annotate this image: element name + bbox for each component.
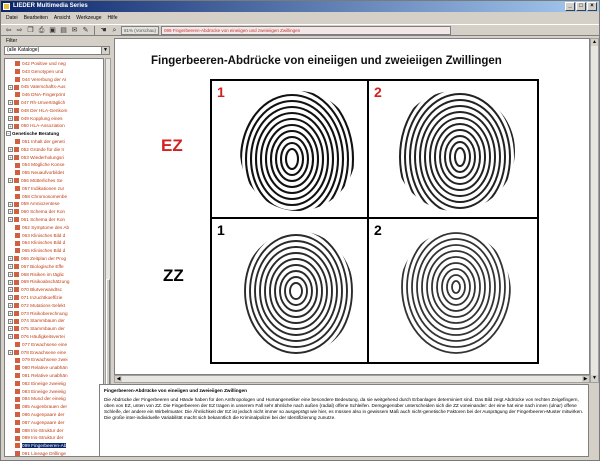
image-icon[interactable]: ▣ — [49, 26, 56, 34]
tree-item-label: 099 Fingerbeeren-Ab — [22, 443, 67, 449]
scroll-right-icon[interactable]: ▶ — [583, 376, 588, 382]
expand-icon[interactable]: + — [9, 209, 12, 215]
fingerprint-grid — [210, 79, 539, 364]
tree-item[interactable] — [5, 138, 104, 146]
page-icon — [15, 443, 20, 448]
page-icon — [15, 397, 20, 402]
page-icon — [14, 256, 19, 261]
tree-item-label: 066 Zeitplan der Prog — [21, 256, 67, 261]
page-icon — [15, 69, 20, 74]
page-icon — [15, 61, 20, 66]
grid-divider-horizontal — [212, 217, 537, 219]
tree-item[interactable] — [5, 278, 104, 286]
tree-item-label: 054 Mögliche Konse — [22, 162, 65, 168]
scroll-left-icon[interactable]: ◀ — [116, 376, 121, 382]
tree-item[interactable] — [5, 395, 104, 403]
tree-item[interactable] — [5, 349, 104, 357]
page-icon — [15, 365, 20, 370]
menu-bar — [1, 13, 599, 23]
title-bar — [1, 1, 599, 12]
page-icon — [14, 311, 19, 316]
tree-item-label: 072 Mutations-Selekt — [21, 302, 66, 308]
tree-item-label: 087 Augenpaare der — [22, 419, 65, 425]
print-icon[interactable]: ⎙ — [38, 26, 45, 34]
page-icon — [14, 124, 19, 129]
row-label-zz: ZZ — [163, 266, 184, 285]
page-icon — [14, 178, 19, 183]
tree-item[interactable] — [5, 271, 104, 279]
fingerprint-ez-2 — [390, 87, 520, 212]
tree-item[interactable] — [5, 372, 104, 380]
page-icon — [15, 170, 20, 175]
page-icon — [14, 100, 19, 105]
minimize-button[interactable]: _ — [565, 2, 575, 11]
tree-item[interactable] — [5, 294, 104, 302]
tree-item[interactable] — [5, 224, 104, 232]
tree-item[interactable] — [5, 115, 104, 123]
expand-icon[interactable]: + — [9, 123, 12, 129]
fingerprint-zz-1 — [236, 225, 360, 357]
tree-item[interactable] — [5, 341, 104, 349]
tree-item-label: 076 Häufigkeitsvertei — [21, 334, 65, 339]
tree-item[interactable] — [5, 364, 104, 372]
tree-item[interactable] — [5, 302, 104, 310]
tree-item-label: 055 Neuaufvorbildet — [22, 170, 64, 176]
tree-item[interactable] — [5, 200, 104, 208]
expand-icon[interactable]: + — [9, 295, 12, 301]
tree-item[interactable] — [5, 60, 104, 68]
tree-item[interactable] — [5, 442, 104, 450]
expand-icon[interactable]: + — [9, 256, 12, 262]
menu-ansicht[interactable]: Ansicht — [53, 15, 71, 21]
expand-icon[interactable]: + — [9, 334, 12, 340]
expand-icon[interactable]: + — [9, 318, 12, 324]
tree-item[interactable] — [5, 83, 104, 91]
page-icon — [14, 272, 19, 277]
page-icon — [14, 319, 19, 324]
expand-icon[interactable]: + — [9, 217, 12, 223]
page-icon — [15, 163, 20, 168]
menu-datei[interactable]: Datei — [6, 15, 18, 21]
menu-werkzeuge[interactable]: Werkzeuge — [76, 15, 102, 21]
tree-item-label: 057 Indikationen zur — [22, 185, 65, 191]
page-icon — [14, 350, 19, 355]
tree-item[interactable] — [5, 419, 104, 427]
page-icon — [14, 155, 19, 160]
tree-item-label: 063 Klinisches Bild d — [22, 232, 66, 238]
scroll-down-icon[interactable]: ▼ — [592, 375, 597, 381]
navigation-pane — [4, 38, 112, 457]
tree-item-label: 088 Iris-Struktur der — [22, 427, 64, 433]
menu-bearbeiten[interactable]: Bearbeiten — [23, 15, 48, 21]
tree-item[interactable] — [5, 388, 104, 396]
tree-item[interactable] — [5, 310, 104, 318]
tree-item-label: 047 Rh-Unverträglich — [21, 100, 66, 105]
page-icon — [14, 264, 19, 269]
cell-number-ez-1: 1 — [217, 84, 225, 100]
tree-folder[interactable] — [5, 130, 104, 138]
app-icon — [3, 3, 10, 10]
page-icon — [15, 194, 20, 199]
page-icon — [15, 381, 20, 386]
page-icon — [15, 139, 20, 144]
page-icon — [14, 326, 19, 331]
page-icon — [15, 241, 20, 246]
expand-icon[interactable]: + — [9, 84, 12, 90]
tree-item[interactable] — [5, 317, 104, 325]
tree-item[interactable] — [5, 177, 104, 185]
tree-item[interactable] — [5, 122, 104, 130]
tree-item-label: 059 Amniozentese — [21, 201, 60, 207]
caption-body: Die Abdrücke der Fingerbeeren und Hände haben für den Anthropologen und Humangenetiker eine besondere Bedeutung, da sie weitgehend durch Erbanlagen determiniert sind. Das Bild zeigt Abdrücke von rechten Zeigefingern, oben von EZ, unten von ZZ. Die Fingerbeeren der EZ tragen in unserem Fall sehr ähnliche nach außen (radial) offene Schleifen. Demgegenüber unterscheiden sich die ZZ voneinander: der eine hat eine nach innen (ulnar) offene Schleife, der andere ein Wirbelmuster. Die Ähnlichkeit der EZ ist jedoch nicht immer so ausgeprägt wie hier, es müssen also in gewissem Maß auch nicht-genetische Faktoren bei der Ausprägung der Fingerbeeren-Muster mitwirken. Die große inter-individuelle Variabilität macht sich bekanntlich die Kriminalpolizei bei der Identifizierung zunutze. — [104, 397, 584, 421]
window-title: LIEDER Multimedia Series — [13, 3, 88, 9]
tree-item-label: 073 Risikoberechnung — [21, 310, 68, 316]
tree-item[interactable] — [5, 434, 104, 442]
expand-icon[interactable]: + — [9, 201, 12, 207]
tree-item-label: 064 Klinisches Bild d — [22, 240, 66, 246]
expand-icon[interactable]: + — [9, 100, 12, 106]
tree-item-label: 086 Augenpaare der — [22, 412, 65, 417]
tree-item-label: 067 Biologische Effe — [21, 263, 64, 269]
tree-item-label: 053 Wiederholungsri — [21, 154, 64, 160]
page-icon — [14, 147, 19, 152]
page-icon — [15, 373, 20, 378]
tree-item-label: 044 Vererbung der AI — [22, 76, 67, 82]
menu-hilfe[interactable]: Hilfe — [107, 15, 118, 21]
back-icon[interactable]: ⇦ — [5, 26, 12, 34]
page-icon — [14, 209, 19, 214]
tree-item-label: 062 Symptome des Ab — [22, 224, 70, 230]
cell-number-zz-1: 1 — [217, 222, 225, 238]
page-icon — [15, 248, 20, 253]
page-icon — [14, 85, 19, 90]
tree-item-label: 050 HLA-Assoziation — [21, 123, 65, 129]
page-icon — [15, 412, 20, 417]
tree-item-label: 069 Risikoabschätzung — [21, 279, 70, 285]
page-icon — [15, 436, 20, 441]
tree-item[interactable] — [5, 216, 104, 224]
tree-item-label: Genetische Beratung — [12, 131, 60, 137]
tree-item-label: 079 Erwachsene zwei — [22, 357, 68, 363]
tree-item[interactable] — [5, 193, 104, 201]
tree-item-label: 078 Erwachsene eine — [21, 349, 67, 355]
cell-number-ez-2: 2 — [374, 84, 382, 100]
tree-item[interactable] — [5, 411, 104, 419]
tree-item[interactable] — [5, 232, 104, 240]
close-button[interactable]: × — [587, 2, 597, 11]
page-icon — [15, 225, 20, 230]
filter-value: (alle Kataloge) — [7, 47, 40, 53]
page-icon — [15, 420, 20, 425]
tree-item[interactable] — [5, 356, 104, 364]
page-icon — [14, 280, 19, 285]
zoom-icon[interactable]: ⌕ — [112, 26, 117, 34]
caption-panel — [99, 384, 589, 457]
expand-icon[interactable]: + — [9, 108, 12, 114]
tree-item[interactable] — [5, 169, 104, 177]
page-icon — [15, 77, 20, 82]
tree-item-label: 083 Eineiige zweieiig — [22, 388, 66, 394]
page-icon — [14, 334, 19, 339]
tree-item-label: 077 Erwachsene eine — [22, 341, 68, 347]
expand-icon[interactable]: + — [9, 349, 12, 355]
tree-item-label: 060 Schema der Kon — [21, 209, 66, 215]
tree-item[interactable] — [5, 107, 104, 115]
tree-item[interactable] — [5, 450, 104, 457]
collapse-icon[interactable]: − — [7, 131, 10, 137]
page-icon — [14, 202, 19, 207]
expand-icon[interactable]: + — [9, 264, 12, 270]
tree-item-label: 074 Stammbaum der — [21, 318, 65, 324]
tree-item[interactable] — [5, 239, 104, 247]
expand-icon[interactable]: + — [9, 287, 12, 293]
image-viewer — [114, 38, 590, 375]
tree-item[interactable] — [5, 99, 104, 107]
tree-item[interactable] — [5, 255, 104, 263]
tree-item-label: 056 Mütterliches Se — [21, 178, 63, 183]
tree-item[interactable] — [5, 263, 104, 271]
expand-icon[interactable]: + — [9, 279, 12, 285]
forward-icon[interactable]: ⇨ — [16, 26, 23, 34]
tree-item-label: 052 Gründe für die Ir — [21, 146, 65, 152]
expand-icon[interactable]: + — [9, 326, 12, 332]
grid-divider-vertical — [367, 81, 369, 362]
page-icon — [15, 92, 20, 97]
tree-item-label: 048 Der HLA-Genkom — [21, 107, 68, 113]
expand-icon[interactable]: + — [9, 271, 12, 277]
tree-item-label: 075 Stammbaum der — [21, 326, 65, 332]
tree-item[interactable] — [5, 286, 104, 294]
hand-icon[interactable]: ☚ — [100, 26, 107, 34]
expand-icon[interactable]: + — [9, 303, 12, 309]
tree-item-label: 082 Eineiige zweieiig — [22, 380, 66, 386]
page-icon — [15, 186, 20, 191]
scroll-up-icon[interactable]: ▲ — [592, 39, 597, 45]
filter-label: Filter — [6, 38, 18, 44]
tree-item[interactable] — [5, 76, 104, 84]
cell-number-zz-2: 2 — [374, 222, 382, 238]
zoom-field[interactable]: 81% (Vorschau) — [121, 26, 159, 35]
book-icon[interactable]: ▤ — [60, 26, 67, 34]
current-page-field: 099 Fingerbeeren-Abdrücke von eineiigen und zweieiigen Zwillingen — [161, 26, 451, 35]
tree-item-label: 080 Relative unabhän — [22, 365, 68, 371]
tree-item[interactable] — [5, 325, 104, 333]
chevron-down-icon[interactable]: ▼ — [101, 47, 109, 54]
expand-icon[interactable]: + — [9, 310, 12, 316]
fingerprint-ez-1 — [234, 87, 362, 212]
expand-icon[interactable]: + — [9, 115, 12, 121]
page-icon — [15, 389, 20, 394]
tree-item-label: 051 Inhalt der geneti — [22, 139, 65, 144]
fingerprint-zz-2 — [392, 225, 518, 357]
caption-title: Fingerbeeren-Abdrücke von eineiigen und zweieiigen Zwillingen — [104, 388, 247, 393]
tree-item[interactable] — [5, 161, 104, 169]
tree-item-label: 043 Genotypen und — [22, 68, 64, 74]
tree-item-label: 089 Iris-Struktur der — [22, 435, 64, 441]
tree-item[interactable] — [5, 68, 104, 76]
page-icon — [14, 108, 19, 113]
tree-item-label: 085 Augenbrauen der — [22, 404, 68, 410]
tree-item[interactable] — [5, 154, 104, 162]
page-icon — [14, 303, 19, 308]
tree-item[interactable] — [5, 403, 104, 411]
tree-item-label: 058 Chromosomenbe — [22, 193, 68, 199]
page-icon — [15, 358, 20, 363]
expand-icon[interactable]: + — [9, 154, 12, 160]
content-scrollbar[interactable] — [590, 38, 599, 383]
toolbar-separator — [94, 26, 95, 35]
tree-item-label: 045 Vaterschafts-Aus — [21, 84, 66, 90]
page-icon — [15, 342, 20, 347]
page-icon — [15, 428, 20, 433]
page-icon — [15, 233, 20, 238]
tree-item-label: 061 Schema der Kon — [21, 217, 66, 222]
tools-icon[interactable]: ✎ — [82, 26, 89, 34]
page-icon — [15, 451, 20, 456]
figure-title: Fingerbeeren-Abdrücke von eineiigen und zweieiigen Zwillingen — [151, 55, 502, 67]
tree-item-label: 042 Positive und neg — [22, 61, 66, 66]
page-icon — [14, 217, 19, 222]
tree-item-label: 065 Klinisches Bild d — [22, 248, 66, 254]
tree-item[interactable] — [5, 427, 104, 435]
tree-item-label: 091 Lineage Drillinge — [22, 451, 67, 456]
tree-item[interactable] — [5, 380, 104, 388]
tree-item-label: 071 Inzuchtkoeffizie — [21, 295, 63, 300]
expand-icon[interactable]: + — [9, 178, 12, 184]
expand-icon[interactable]: + — [9, 147, 12, 153]
mail-icon[interactable]: ✉ — [71, 26, 78, 34]
copy-icon[interactable]: ❐ — [27, 26, 34, 34]
tree-item[interactable] — [5, 91, 104, 99]
tree-item[interactable] — [5, 247, 104, 255]
tree-item-label: 081 Relative unabhän — [22, 373, 68, 378]
filter-select[interactable] — [4, 46, 110, 55]
page-icon — [14, 116, 19, 121]
toolbar — [1, 24, 599, 36]
tree-item-label: 049 Kopplung eines — [21, 115, 63, 121]
tree-item-label: 084 Mund der eineiig — [22, 396, 66, 402]
page-icon — [14, 295, 19, 300]
catalog-tree[interactable] — [4, 58, 104, 457]
tree-item-label: 070 Blutverwandtsc — [21, 287, 62, 293]
tree-item[interactable] — [5, 185, 104, 193]
tree-item[interactable] — [5, 146, 104, 154]
tree-item-label: 068 Risiken im täglic — [21, 271, 64, 277]
page-icon — [15, 404, 20, 409]
maximize-button[interactable]: □ — [576, 2, 586, 11]
content-hscrollbar[interactable] — [114, 375, 590, 383]
tree-item[interactable] — [5, 208, 104, 216]
page-icon — [14, 287, 19, 292]
tree-item-label: 046 DNA-Fingerprint — [22, 92, 65, 98]
row-label-ez: EZ — [161, 136, 183, 155]
tree-item[interactable] — [5, 333, 104, 341]
